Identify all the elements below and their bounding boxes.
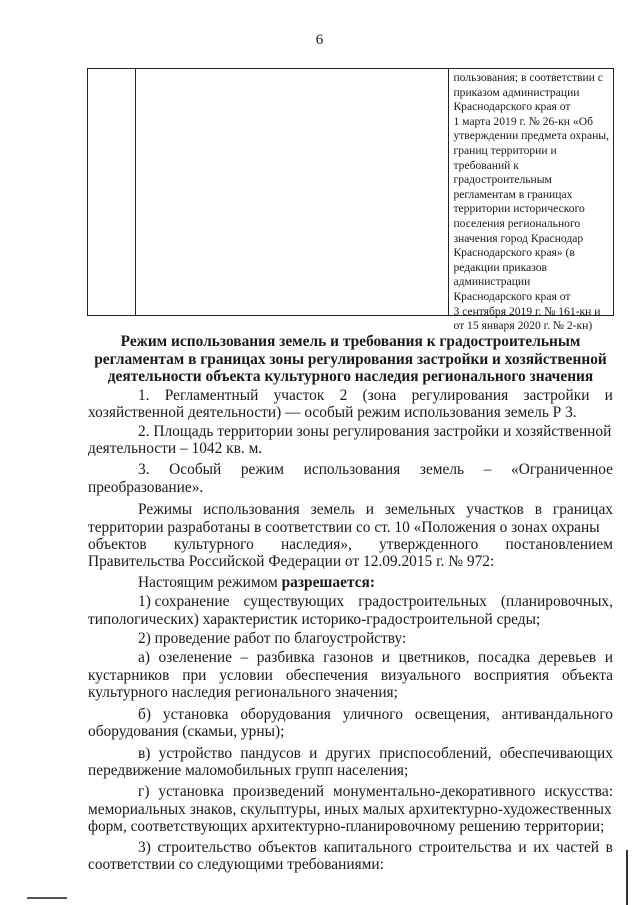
paragraph-line: передвижение маломобильных групп населения;	[88, 761, 409, 779]
word: деревьев	[538, 649, 597, 667]
word: приспособлений,	[379, 744, 492, 762]
justified-line	[88, 387, 613, 404]
table-cell-line: Краснодарского края от	[453, 100, 571, 114]
word: –	[483, 461, 492, 479]
word: застройки	[523, 386, 590, 404]
section-title	[86, 333, 615, 386]
paragraph-line	[88, 574, 613, 591]
word: 1.	[138, 386, 150, 404]
word: режим	[240, 461, 284, 479]
justified-line	[88, 461, 613, 478]
section-title-line: Режим использования земель и требования к градостроительным	[120, 333, 581, 350]
list-item-3	[88, 839, 613, 874]
word: –	[240, 649, 249, 667]
list-item-2b	[88, 706, 613, 741]
word: антивандального	[501, 705, 613, 723]
scan-corner-mark	[27, 897, 67, 899]
table-cell-line: приказом администрации	[453, 85, 580, 99]
paragraph-line: оборудования (скамьи, урны);	[88, 723, 285, 741]
justified-line	[88, 593, 613, 610]
justified-line	[88, 745, 613, 762]
word: участков	[466, 501, 524, 519]
paragraph-text: Настоящим режимом	[138, 573, 282, 591]
word: границах	[552, 501, 613, 519]
word: регулирования	[411, 386, 509, 404]
word: обеспечения	[285, 666, 368, 684]
word: земель	[419, 461, 465, 479]
word: объектов	[258, 838, 317, 856]
table-continuation	[87, 68, 614, 333]
table-cell-line: поселения регионального	[453, 216, 581, 230]
word: в	[605, 838, 613, 856]
table-cell-line: территории исторического	[453, 202, 585, 216]
word: других	[325, 744, 371, 762]
word: 3)	[138, 838, 151, 856]
word: произведений	[232, 783, 324, 801]
list-item-1	[88, 593, 613, 628]
word: наследия»,	[280, 536, 352, 554]
list-item-2d	[88, 783, 613, 835]
paragraph-line: форм, соответствующих архитектурно-планировочному решению территории;	[88, 818, 605, 836]
word: установка	[158, 783, 224, 801]
paragraph-line: культурного наследия регионального значения;	[88, 684, 398, 702]
word: освещения,	[414, 705, 490, 723]
justified-line	[88, 501, 613, 518]
word: и	[604, 386, 613, 404]
word: (планировочных,	[500, 593, 613, 611]
word: и	[309, 744, 318, 762]
paragraph-1	[88, 387, 613, 422]
word: 3.	[138, 461, 150, 479]
justified-line	[88, 706, 613, 723]
paragraph-line: 2) проведение работ по благоустройству:	[138, 630, 407, 648]
list-item-2	[88, 630, 613, 647]
scan-edge-mark	[626, 850, 628, 905]
paragraph-line: деятельности – 1042 кв. м.	[88, 440, 263, 457]
paragraph-5	[88, 574, 613, 591]
list-item-2a	[88, 649, 613, 701]
word: строительство	[157, 838, 252, 856]
word: земель	[310, 501, 355, 519]
word: условии	[219, 666, 273, 684]
justified-line	[88, 783, 613, 800]
table-cell-line: утверждении предмета охраны,	[453, 129, 609, 143]
justified-line	[88, 536, 613, 553]
table-cell-line: Краснодарского края» (в	[453, 246, 575, 260]
page-number: 6	[315, 32, 324, 48]
table-cell-line: регламентам в границах	[453, 187, 573, 201]
table-cell-line: градостроительным	[453, 173, 552, 187]
word: Особый	[169, 461, 222, 479]
word: 1) сохранение	[138, 593, 230, 611]
paragraph-line: хозяйственной деятельности) — особый режим использования земель Р 3.	[88, 404, 577, 422]
paragraph-bold-text: разрешается:	[281, 573, 375, 591]
word: уличного	[342, 705, 403, 723]
word: цветников,	[398, 649, 470, 667]
word: утвержденного	[379, 536, 479, 554]
word: их	[533, 838, 550, 856]
paragraph-line: соответствии со следующими требованиями:	[88, 855, 384, 873]
word: и	[604, 649, 613, 667]
section-title-line: регламентам в границах зоны регулирования застройки и хозяйственной	[94, 350, 607, 368]
word: строительства	[418, 838, 512, 856]
word: обеспечивающих	[499, 744, 613, 762]
word: посадка	[478, 649, 531, 667]
paragraph-line: 2. Площадь территории зоны регулирования застройки и хозяйственной	[138, 422, 612, 440]
table-cell-line: от 15 января 2020 г. № 2-кн)	[453, 319, 593, 333]
justified-line	[88, 667, 613, 684]
word: Режимы	[138, 501, 193, 519]
word: а)	[138, 649, 150, 667]
word: б)	[138, 705, 151, 723]
paragraph-line: типологических) характеристик историко-градостроительной среды;	[88, 610, 541, 628]
word: г)	[138, 783, 150, 801]
justified-line	[88, 839, 613, 856]
word: оборудования	[240, 705, 331, 723]
justified-line	[88, 649, 613, 666]
paragraph-line: территории разработаны в соответствии со ст. 10 «Положения о зонах охраны	[88, 518, 600, 536]
word: капитального	[323, 838, 412, 856]
table-cell-line: 1 марта 2019 г. № 26-кн «Об	[453, 114, 593, 128]
word: при	[182, 666, 207, 684]
word: монументально-декоративного	[332, 783, 536, 801]
word: установка	[162, 705, 229, 723]
table-column-description	[136, 69, 450, 315]
word: визуального	[380, 666, 461, 684]
document-body	[88, 333, 613, 873]
word: (зона	[362, 386, 397, 404]
word: культурного	[173, 536, 254, 554]
word: искусства:	[544, 783, 613, 801]
list-item-2c	[88, 745, 613, 780]
word: озеленение	[158, 649, 232, 667]
word: использования	[203, 501, 300, 519]
table-cell-line: администрации	[453, 275, 531, 289]
word: земельных	[384, 501, 456, 519]
section-title-line: деятельности объекта культурного наследия регионального значения	[107, 368, 594, 386]
word: в)	[138, 744, 151, 762]
table-cell-line: пользования; в соответствии с	[453, 71, 603, 84]
paragraph-line: преобразование».	[88, 478, 204, 496]
table-column-number	[88, 69, 136, 315]
word: Регламентный	[164, 386, 259, 404]
word: и	[381, 649, 391, 667]
word: пандусов	[240, 744, 301, 762]
word: разбивка	[256, 649, 315, 667]
word: газонов	[323, 649, 374, 667]
word: участок	[273, 386, 325, 404]
word: 2	[339, 386, 348, 404]
word: и	[365, 501, 374, 519]
table-cell-line: 3 сентября 2019 г. № 161-кн и	[453, 304, 601, 318]
table-cell-line: требований к	[453, 158, 519, 172]
word: существующих	[243, 593, 345, 611]
word: и	[518, 838, 527, 856]
word: объекта	[561, 666, 613, 684]
word: постановлением	[505, 536, 613, 554]
paragraph-line: мемориальных знаков, скульптуры, иных малых архитектурно-художественных	[88, 800, 612, 818]
paragraph-3	[88, 461, 613, 496]
word: восприятия	[473, 666, 550, 684]
word: частей	[555, 838, 600, 856]
table-cell-line: значения город Краснодар	[453, 231, 584, 245]
word: кустарников	[88, 666, 170, 684]
table-cell-line: редакции приказов	[453, 260, 548, 274]
word: использования	[303, 461, 401, 479]
table-cell-line: границ территории и	[453, 143, 557, 157]
word: градостроительных	[358, 593, 487, 611]
paragraph-line: Правительства Российской Федерации от 12.09.2015 г. № 972:	[88, 553, 495, 571]
word: устройство	[158, 744, 233, 762]
table-cell-line: Краснодарского края от	[453, 289, 571, 303]
word: объектов	[88, 536, 147, 554]
table-column-basis	[449, 69, 613, 333]
paragraph-4	[88, 501, 613, 571]
word: в	[534, 501, 542, 519]
paragraph-2	[88, 423, 613, 458]
word: «Ограниченное	[511, 461, 613, 479]
